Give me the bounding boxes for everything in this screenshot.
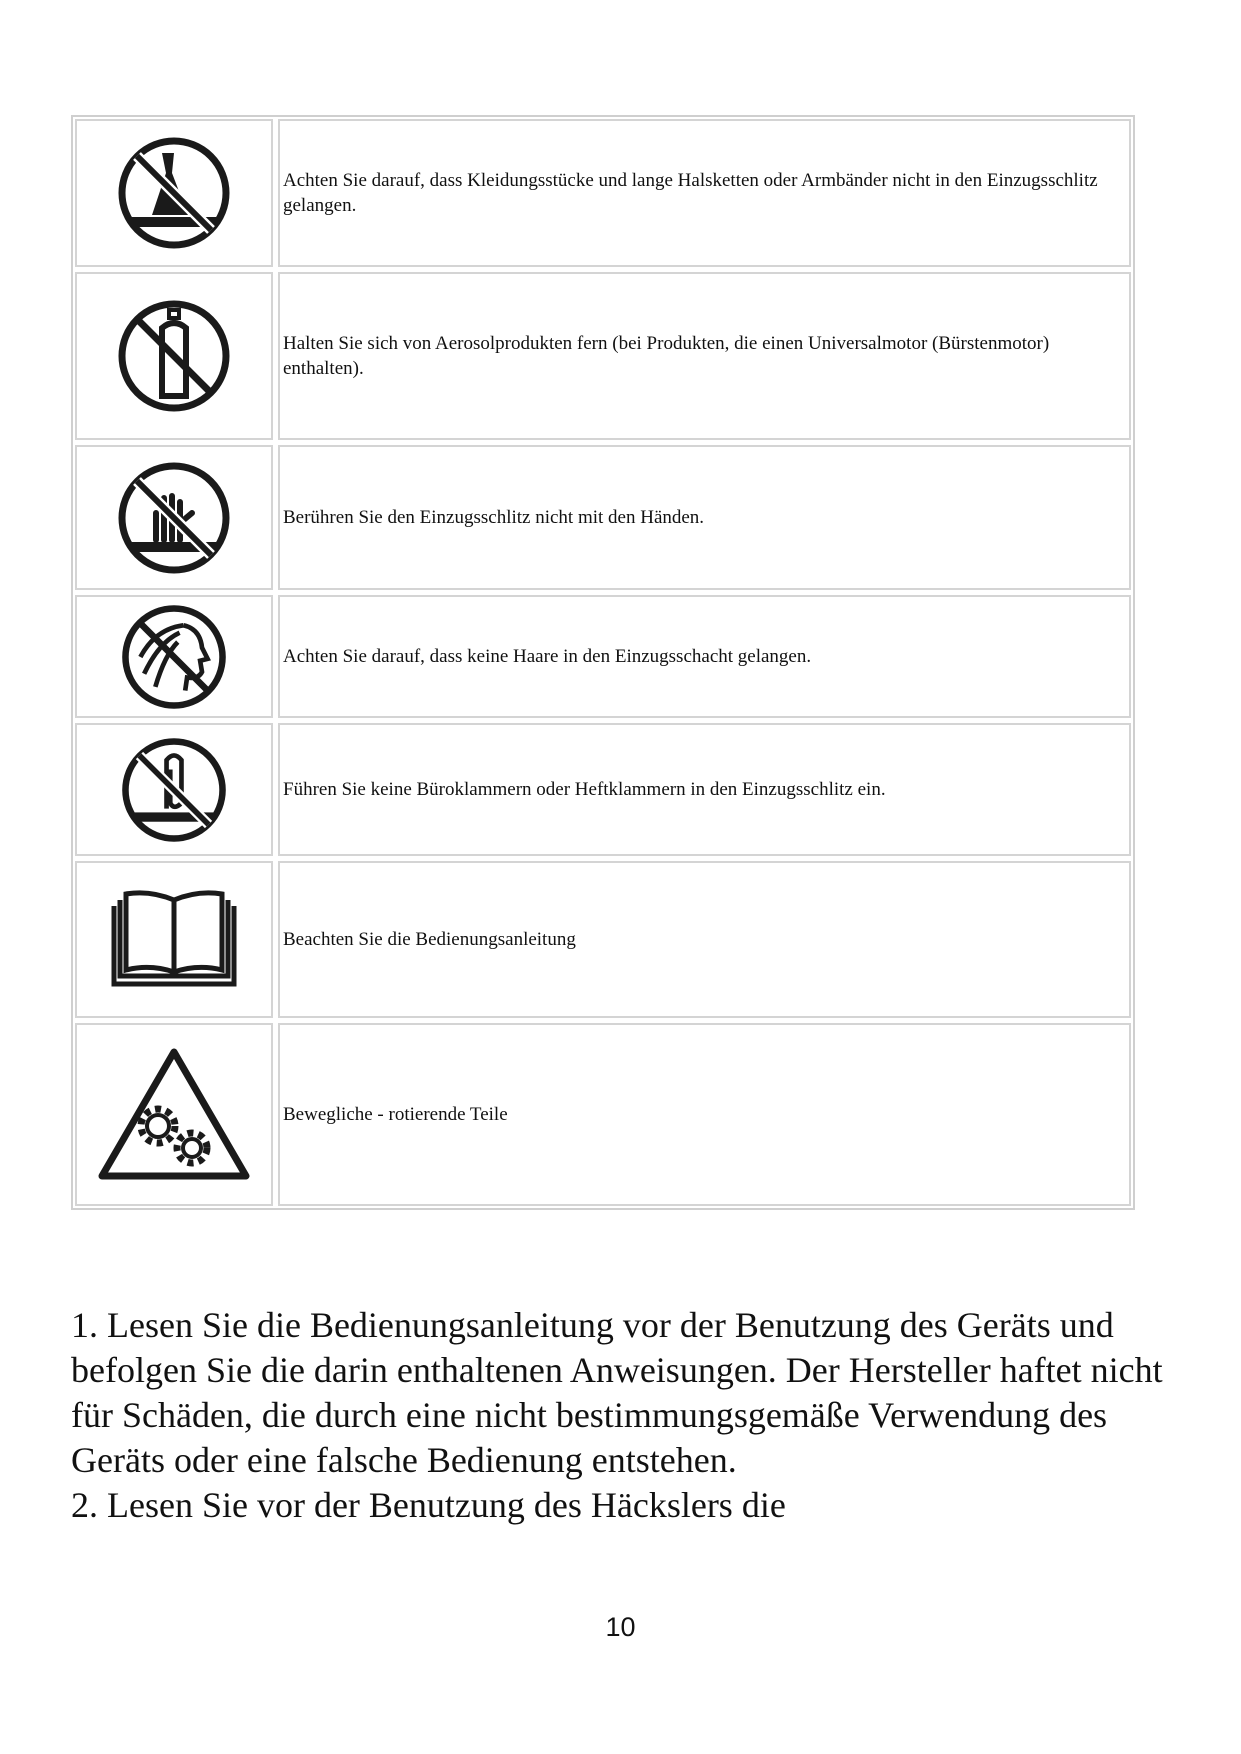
warning-text: Beachten Sie die Bedienungsanleitung bbox=[278, 861, 1131, 1018]
table-row bbox=[75, 595, 1131, 718]
icon-cell bbox=[75, 119, 273, 267]
icon-cell bbox=[75, 1023, 273, 1206]
icon-cell bbox=[75, 445, 273, 590]
no-paperclips-icon bbox=[118, 734, 230, 846]
no-hands-icon bbox=[114, 458, 234, 578]
table-row bbox=[75, 1023, 1131, 1206]
warning-text: Achten Sie darauf, dass keine Haare in den Einzugsschacht gelangen. bbox=[278, 595, 1131, 718]
rotating-parts-warning-icon bbox=[96, 1046, 252, 1184]
warning-text: Halten Sie sich von Aerosolprodukten fern (bei Produkten, die einen Universalmotor (Bürstenmotor) enthalten). bbox=[278, 272, 1131, 440]
instructions-text bbox=[71, 1303, 1181, 1528]
instruction-paragraph: 1. Lesen Sie die Bedienungsanleitung vor der Benutzung des Geräts und befolgen Sie die darin enthaltenen Anweisungen. Der Hersteller haftet nicht für Schäden, die durch eine nicht bestimmungsgemäße Verwendung des Geräts oder eine falsche Bedienung entstehen. bbox=[71, 1305, 1163, 1480]
instruction-paragraph: 2. Lesen Sie vor der Benutzung des Häckslers die bbox=[71, 1485, 786, 1525]
table-row bbox=[75, 119, 1131, 267]
warning-symbols-table bbox=[71, 115, 1135, 1210]
icon-cell bbox=[75, 861, 273, 1018]
no-aerosol-icon bbox=[114, 296, 234, 416]
no-hair-icon bbox=[118, 601, 230, 713]
icon-cell bbox=[75, 723, 273, 856]
manual-book-icon bbox=[104, 888, 244, 992]
no-clothing-icon bbox=[114, 133, 234, 253]
table-row bbox=[75, 445, 1131, 590]
warning-text: Bewegliche - rotierende Teile bbox=[278, 1023, 1131, 1206]
table-row bbox=[75, 861, 1131, 1018]
icon-cell bbox=[75, 272, 273, 440]
warning-text: Achten Sie darauf, dass Kleidungsstücke und lange Halsketten oder Armbänder nicht in den Einzugsschlitz gelangen. bbox=[278, 119, 1131, 267]
warning-text: Berühren Sie den Einzugsschlitz nicht mit den Händen. bbox=[278, 445, 1131, 590]
page-number: 10 bbox=[605, 1612, 636, 1642]
warning-text: Führen Sie keine Büroklammern oder Heftklammern in den Einzugsschlitz ein. bbox=[278, 723, 1131, 856]
table-row bbox=[75, 723, 1131, 856]
icon-cell bbox=[75, 595, 273, 718]
table-row bbox=[75, 272, 1131, 440]
